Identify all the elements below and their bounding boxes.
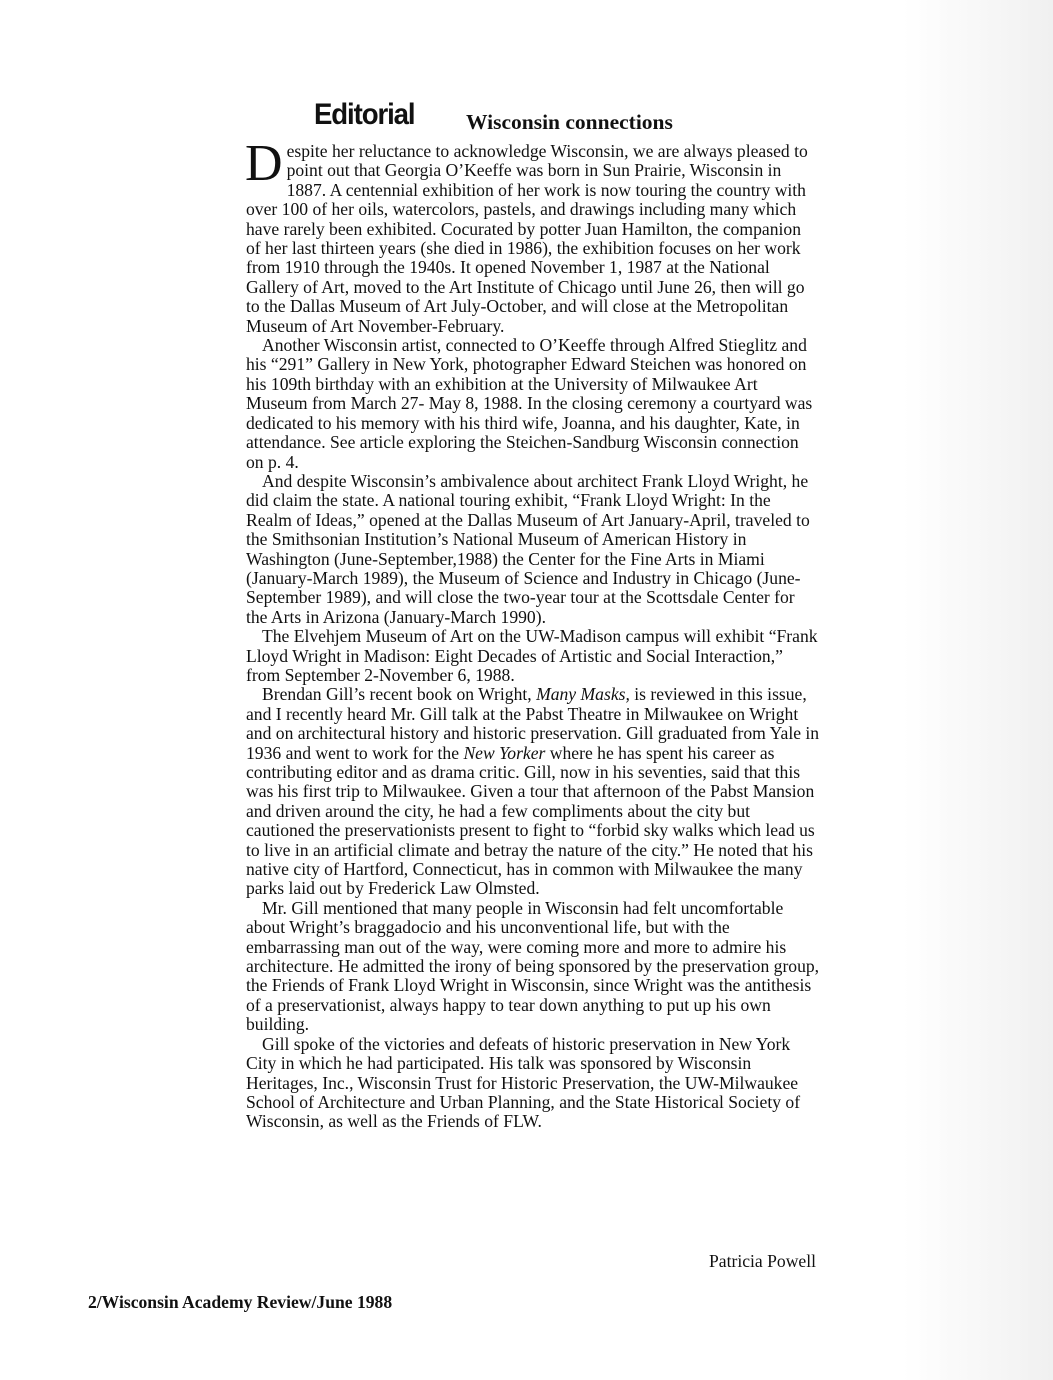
drop-cap: D	[245, 135, 283, 192]
article-body	[245, 135, 820, 1132]
paragraph-6: Mr. Gill mentioned that many people in Wisconsin had felt uncomfortable about Wright’s braggadocio and his unconventional life, but with the embarrassing man out of the way, were coming more and more to admire his architecture. He admitted the irony of being sponsored by the preservation group, the Friends of Frank Lloyd Wright in Wisconsin, since Wright was the antithesis of a preservationist, always happy to tear down anything to put up his own building.	[246, 897, 820, 1035]
page-footer: 2/Wisconsin Academy Review/June 1988	[88, 1292, 393, 1312]
paragraph-4: The Elvehjem Museum of Art on the UW-Madison campus will exhibit “Frank Lloyd Wright in Madison: Eight Decades of Artistic and Social Interaction,” from September 2-November 6, 1988.	[246, 626, 818, 685]
paragraph-2: Another Wisconsin artist, connected to O’Keeffe through Alfred Stieglitz and his “291” Gallery in New York, photographer Edward Steichen was honored on his 109th birthday with an exhibition at the University of Milwaukee Art Museum from March 27- May 8, 1988. In the closing ceremony a courtyard was dedicated to his memory with his third wife, Joanna, and his daughter, Kate, in attendance. See article exploring the Steichen-Sandburg Wisconsin connection on p. 4.	[246, 335, 813, 472]
paragraph-7: Gill spoke of the victories and defeats of historic preservation in New York City in which he had participated. His talk was sponsored by Wisconsin Heritages, Inc., Wisconsin Trust for Historic Preservation, the UW-Milwaukee School of Architecture and Urban Planning, and the State Historical Society of Wisconsin, as well as the Friends of FLW.	[246, 1033, 801, 1132]
paragraph-5-text-c: where he has spent his career as contributing editor and as drama critic. Gill, now in his seventies, said that this was his first trip to Milwaukee. Given a tour that afternoon of the Pabst Mansion and driven around the city, he had a few compliments about the city but cautioned the preservationists present to fight to “forbid sky walks which lead us to live in an artificial climate and betray the nature of the city.” He noted that his native city of Hartford, Connecticut, has in common with Milwaukee the many parks laid out by Frederick Law Olmsted.	[246, 742, 815, 899]
paragraph-1-text: espite her reluctance to acknowledge Wisconsin, we are always pleased to point out that Georgia O’Keeffe was born in Sun Prairie, Wisconsin in 1887. A centennial exhibition of her work is now touring the country with over 100 of her oils, watercolors, pastels, and drawings including many which have rarely been exhibited. Cocurated by potter Juan Hamilton, the companion of her last thirteen years (she died in 1986), the exhibition focuses on her work from 1910 through the 1940s. It opened November 1, 1987 at the National Gallery of Art, moved to the Art Institute of Chicago until June 26, then will go to the Dallas Museum of Art July-October, and will close at the Metropolitan Museum of Art November-February.	[246, 141, 808, 336]
paragraph-5-text-b: is reviewed in this issue, and I recently heard Mr. Gill talk at the Pabst Theatre in Milwaukee on Wright and on architectural history and historic preservation. Gill graduated from Yale in 1936 and went to work for the	[246, 684, 820, 763]
page-edge-shading	[903, 0, 1053, 1380]
editorial-header	[314, 98, 673, 134]
author-signature: Patricia Powell	[708, 1251, 816, 1271]
paragraph-3: And despite Wisconsin’s ambivalence about architect Frank Lloyd Wright, he did claim the state. A national touring exhibit, “Frank Lloyd Wright: In the Realm of Ideas,” opened at the Dallas Museum of Art January-April, traveled to the Smithsonian Institution’s National Museum of American History in Washington (June-September,1988) the Center for the Fine Arts in Miami (January-March 1989), the Museum of Science and Industry in Chicago (June-September 1989), and will close the two-year tour at the Scottsdale Center for the Arts in Arizona (January-March 1990).	[246, 470, 810, 627]
article-title: Wisconsin connections	[466, 110, 673, 134]
paragraph-1	[245, 135, 820, 336]
paragraph-5	[246, 685, 820, 898]
book-title: Many Masks,	[536, 684, 630, 705]
magazine-title: New Yorker	[463, 742, 546, 763]
section-title: Editorial	[314, 98, 415, 131]
paragraph-5-text-a: Brendan Gill’s recent book on Wright,	[262, 684, 537, 705]
